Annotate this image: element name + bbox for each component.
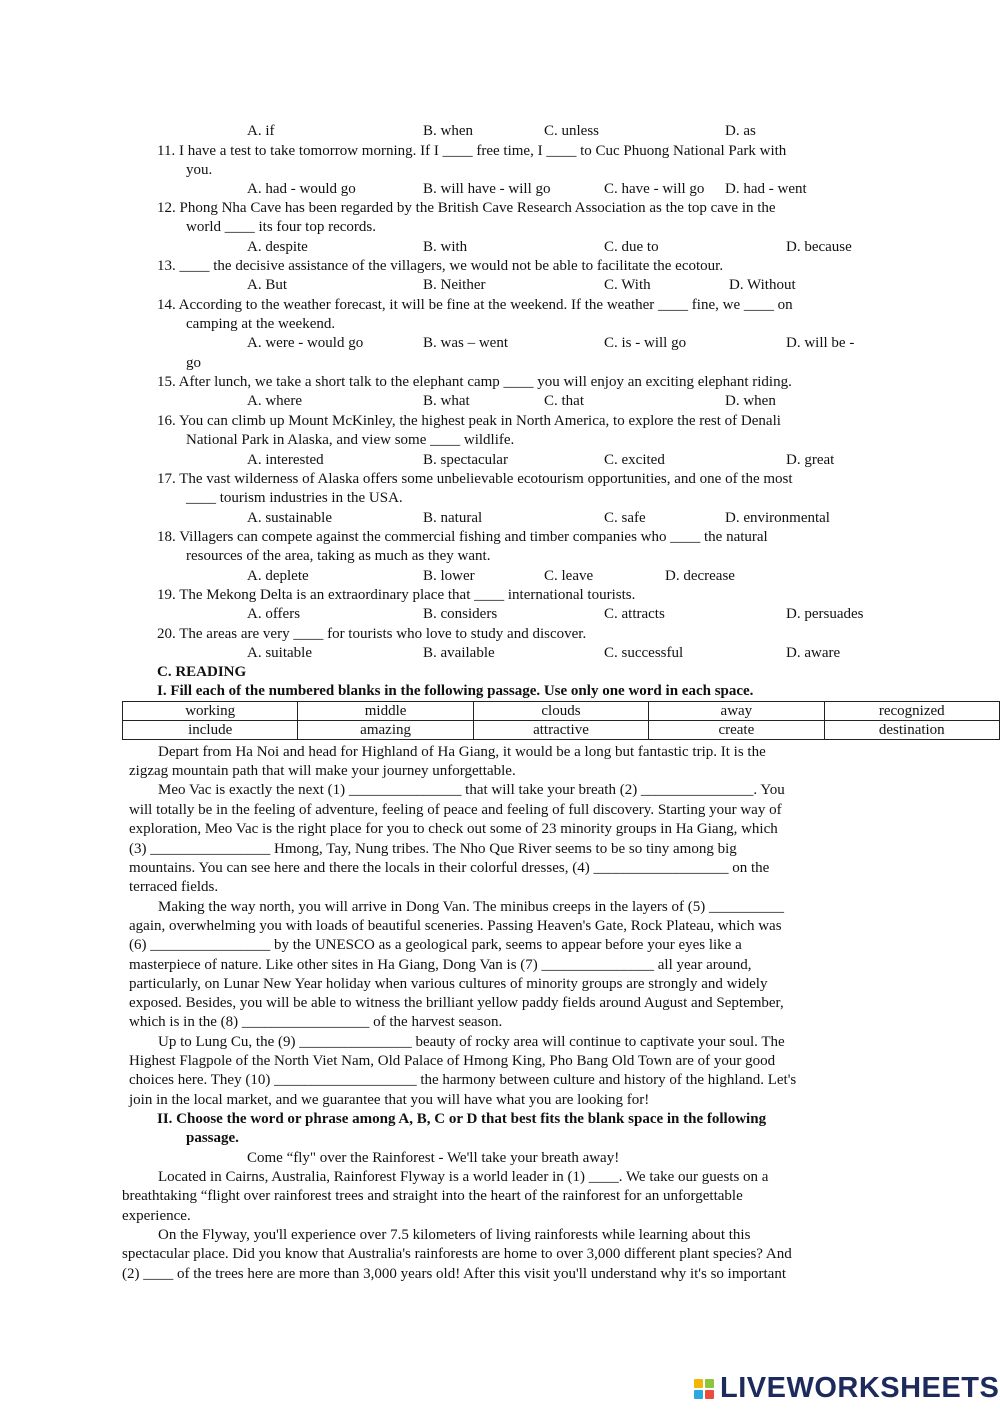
option-a[interactable]: A. offers [247, 606, 301, 622]
passage-line: again, overwhelming you with loads of beautiful sceneries. Passing Heaven's Gate, Rock Plateau, which was [129, 918, 782, 934]
option-b[interactable]: B. available [423, 645, 495, 661]
passage-line: spectacular place. Did you know that Australia's rainforests are home to over 3,000 different plant species? And [122, 1246, 792, 1262]
passage-line: (6) ________________ by the UNESCO as a geological park, seems to appear before your eyes like a [129, 937, 742, 953]
option-a[interactable]: A. But [247, 277, 288, 293]
question-12-text: 12. Phong Nha Cave has been regarded by the British Cave Research Association as the top cave in the [157, 200, 776, 216]
question-11-text: 11. I have a test to take tomorrow morning. If I ____ free time, I ____ to Cuc Phuong National Park with [157, 143, 787, 159]
passage-line: Highest Flagpole of the North Viet Nam, Old Palace of Hmong King, Pho Bang Old Town are of your good [129, 1053, 776, 1069]
option-b[interactable]: B. with [423, 239, 468, 255]
table-row [123, 702, 1000, 721]
option-d[interactable]: D. because [786, 239, 852, 255]
option-a[interactable]: A. if [247, 123, 275, 139]
option-a[interactable]: A. interested [247, 452, 324, 468]
question-18-text: 18. Villagers can compete against the commercial fishing and timber companies who ____ the natural [157, 529, 768, 545]
logo-squares-icon [694, 1379, 714, 1399]
option-c[interactable]: C. safe [604, 510, 646, 526]
option-b[interactable]: B. when [423, 123, 473, 139]
option-a[interactable]: A. were - would go [247, 335, 364, 351]
option-d-wrap: go [186, 355, 201, 371]
option-a[interactable]: A. suitable [247, 645, 312, 661]
question-16-text-cont: National Park in Alaska, and view some ____ wildlife. [186, 432, 515, 448]
word-bank-cell: clouds [473, 702, 648, 721]
option-a[interactable]: A. sustainable [247, 510, 332, 526]
option-a[interactable]: A. where [247, 393, 302, 409]
option-b[interactable]: B. Neither [423, 277, 486, 293]
passage-line: terraced fields. [129, 879, 219, 895]
task-2-instructions: II. Choose the word or phrase among A, B, C or D that best fits the blank space in the following [157, 1111, 767, 1127]
option-c[interactable]: C. due to [604, 239, 659, 255]
option-c[interactable]: C. have - will go [604, 181, 705, 197]
option-d[interactable]: D. great [786, 452, 835, 468]
option-b[interactable]: B. spectacular [423, 452, 508, 468]
word-bank-cell: attractive [473, 721, 648, 740]
passage-line: Up to Lung Cu, the (9) _______________ beauty of rocky area will continue to captivate your soul. The [158, 1034, 785, 1050]
option-d[interactable]: D. Without [729, 277, 796, 293]
passage-line: will totally be in the feeling of adventure, feeling of peace and feeling of full discovery. Starting your way of [129, 802, 782, 818]
task-2-instructions-cont: passage. [186, 1130, 239, 1146]
option-d[interactable]: D. environmental [725, 510, 830, 526]
passage-line: zigzag mountain path that will make your journey unforgettable. [129, 763, 516, 779]
option-b[interactable]: B. what [423, 393, 470, 409]
passage-line: Meo Vac is exactly the next (1) _______________ that will take your breath (2) _______________. You [158, 782, 785, 798]
passage-line: breathtaking “flight over rainforest trees and straight into the heart of the rainforest for an unforgettable [122, 1188, 743, 1204]
task-1-instructions: I. Fill each of the numbered blanks in the following passage. Use only one word in each space. [157, 683, 754, 699]
option-c[interactable]: C. is - will go [604, 335, 687, 351]
option-c[interactable]: C. With [604, 277, 651, 293]
passage-line: On the Flyway, you'll experience over 7.5 kilometers of living rainforests while learning about this [158, 1227, 751, 1243]
word-bank-table [122, 701, 1000, 740]
word-bank-cell: destination [824, 721, 999, 740]
question-11-text-cont: you. [186, 162, 213, 178]
passage-line: Located in Cairns, Australia, Rainforest Flyway is a world leader in (1) ____. We take our guests on a [158, 1169, 769, 1185]
option-b[interactable]: B. natural [423, 510, 483, 526]
option-b[interactable]: B. was – went [423, 335, 508, 351]
passage-line: exposed. Besides, you will be able to witness the brilliant yellow paddy fields around August and September, [129, 995, 784, 1011]
passage-line: experience. [122, 1208, 191, 1224]
word-bank-cell: create [649, 721, 824, 740]
option-d[interactable]: D. persuades [786, 606, 864, 622]
passage-line: choices here. They (10) ___________________ the harmony between culture and history of the highland. Let's [129, 1072, 797, 1088]
option-c[interactable]: C. excited [604, 452, 665, 468]
passage-2-title: Come “fly" over the Rainforest - We'll take your breath away! [247, 1150, 620, 1166]
question-14-text: 14. According to the weather forecast, it will be fine at the weekend. If the weather ____ fine, we ____ on [157, 297, 793, 313]
option-a[interactable]: A. deplete [247, 568, 309, 584]
question-17-text-cont: ____ tourism industries in the USA. [186, 490, 403, 506]
question-12-text-cont: world ____ its four top records. [186, 219, 376, 235]
passage-line: which is in the (8) _________________ of the harvest season. [129, 1014, 503, 1030]
passage-line: particularly, on Lunar New Year holiday when various cultures of minority groups are strongly and widely [129, 976, 768, 992]
question-14-text-cont: camping at the weekend. [186, 316, 336, 332]
word-bank-cell: middle [298, 702, 473, 721]
passage-line: (2) ____ of the trees here are more than 3,000 years old! After this visit you'll understand why it's so important [122, 1266, 787, 1282]
option-d[interactable]: D. had - went [725, 181, 807, 197]
word-bank-cell: away [649, 702, 824, 721]
passage-line: (3) ________________ Hmong, Tay, Nung tribes. The Nho Que River seems to be so tiny among big [129, 841, 737, 857]
word-bank-cell: include [123, 721, 298, 740]
option-d[interactable]: D. as [725, 123, 756, 139]
passage-line: mountains. You can see here and there the locals in their colorful dresses, (4) __________________ on the [129, 860, 770, 876]
option-c[interactable]: C. attracts [604, 606, 665, 622]
option-c[interactable]: C. leave [544, 568, 594, 584]
question-16-text: 16. You can climb up Mount McKinley, the highest peak in North America, to explore the rest of Denali [157, 413, 781, 429]
liveworksheets-logo [694, 1374, 999, 1404]
question-20-text: 20. The areas are very ____ for tourists who love to study and discover. [157, 626, 587, 642]
option-c[interactable]: C. successful [604, 645, 684, 661]
question-17-text: 17. The vast wilderness of Alaska offers some unbelievable ecotourism opportunities, and one of the most [157, 471, 793, 487]
section-heading-reading: C. READING [157, 664, 247, 680]
word-bank-cell: recognized [824, 702, 999, 721]
logo-text: LIVEWORKSHEETS [720, 1372, 1000, 1405]
question-13-text: 13. ____ the decisive assistance of the villagers, we would not be able to facilitate the ecotour. [157, 258, 724, 274]
option-d[interactable]: D. will be - [786, 335, 855, 351]
question-18-text-cont: resources of the area, taking as much as they want. [186, 548, 491, 564]
option-d[interactable]: D. when [725, 393, 776, 409]
passage-line: exploration, Meo Vac is the right place for you to check out some of 23 minority groups in Ha Giang, which [129, 821, 778, 837]
passage-line: join in the local market, and we guarantee that you will have what you are looking for! [129, 1092, 650, 1108]
question-15-text: 15. After lunch, we take a short talk to the elephant camp ____ you will enjoy an exciting elephant riding. [157, 374, 792, 390]
option-d[interactable]: D. aware [786, 645, 841, 661]
passage-line: Making the way north, you will arrive in Dong Van. The minibus creeps in the layers of (5) __________ [158, 899, 784, 915]
option-c[interactable]: C. unless [544, 123, 600, 139]
option-b[interactable]: B. lower [423, 568, 475, 584]
option-b[interactable]: B. will have - will go [423, 181, 551, 197]
option-b[interactable]: B. considers [423, 606, 498, 622]
passage-line: Depart from Ha Noi and head for Highland of Ha Giang, it would be a long but fantastic trip. It is the [158, 744, 766, 760]
word-bank-cell: amazing [298, 721, 473, 740]
word-bank-cell: working [123, 702, 298, 721]
option-a[interactable]: A. despite [247, 239, 308, 255]
table-row [123, 721, 1000, 740]
option-a[interactable]: A. had - would go [247, 181, 356, 197]
option-d[interactable]: D. decrease [665, 568, 735, 584]
question-19-text: 19. The Mekong Delta is an extraordinary place that ____ international tourists. [157, 587, 636, 603]
option-c[interactable]: C. that [544, 393, 584, 409]
passage-line: masterpiece of nature. Like other sites in Ha Giang, Dong Van is (7) _______________ all year around, [129, 957, 752, 973]
